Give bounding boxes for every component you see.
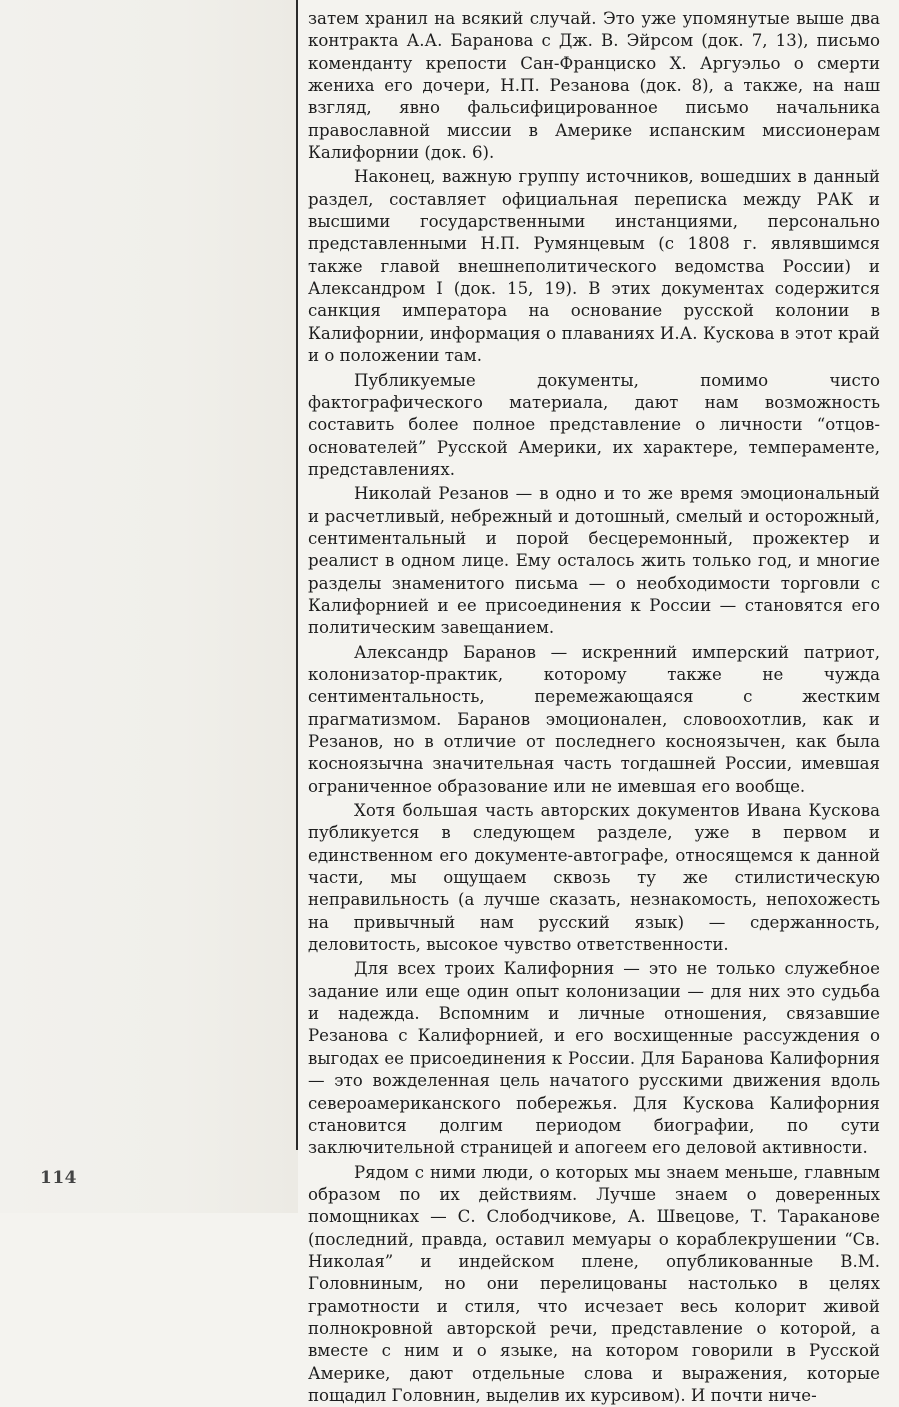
paragraph-8: Рядом с ними люди, о которых мы знаем меньше, главным образом по их действиям. Лучше знаем о доверенных помощниках — С. Слободчикове, А. Швецове, Т. Тараканове (последний, правда, оставил мемуары о кораблекрушении “Св. Николая” и индейском плене, опубликованные В.М. Головниным, но они перелицованы настолько в целях грамотности и стиля, что исчезает весь колорит живой полнокровной авторской речи, представление о которой, а вместе с ним и о языке, на котором говорили в Русской Америке, дают отдельные слова и выражения, которые пощадил Головнин, выделив их курсивом). И почти ниче-: [308, 1162, 880, 1405]
body-text-column: [308, 8, 880, 1407]
page-number: 114: [40, 1168, 77, 1188]
paragraph-7: Для всех троих Калифорния — это не только служебное задание или еще один опыт колонизации — для них это судьба и надежда. Вспомним и личные отношения, связавшие Резанова с Калифорнией, и его восхищенные рассуждения о выгодах ее присоединения к России. Для Баранова Калифорния — это вожделенная цель начатого русскими движения вдоль североамериканского побережья. Для Кускова Калифорния становится долгим периодом биографии, по сути заключительной страницей и апогеем его деловой активности.: [308, 959, 880, 1158]
paragraph-6: Хотя большая часть авторских документов Ивана Кускова публикуется в следующем разделе, уже в первом и единственном его документе-автографе, относящемся к данной части, мы ощущаем сквозь ту же стилистическую неправильность (а лучше сказать, незнакомость, непохожесть на привычный нам русский язык) — сдержанность, деловитость, высокое чувство ответственности.: [308, 801, 880, 955]
gutter-divider: [296, 0, 298, 1150]
left-margin-shade: [0, 0, 298, 1213]
paragraph-3: Публикуемые документы, помимо чисто фактографического материала, дают нам возможность составить более полное представление о личности “отцов-основателей” Русской Америки, их характере, темпераменте, представлениях.: [308, 370, 880, 479]
paragraph-1: затем хранил на всякий случай. Это уже упомянутые выше два контракта А.А. Баранова с Дж. В. Эйрсом (док. 7, 13), письмо коменданту крепости Сан-Франциско Х. Аргуэльо о смерти жениха его дочери, Н.П. Резанова (док. 8), а также, на наш взгляд, явно фальсифицированное письмо начальника православной миссии в Америке испанским миссионерам Калифорнии (док. 6).: [308, 9, 880, 163]
paragraph-5: Александр Баранов — искренний имперский патриот, колонизатор-практик, которому также не чужда сентиментальность, перемежающаяся с жестким прагматизмом. Баранов эмоционален, словоохотлив, как и Резанов, но в отличие от последнего косноязычен, как была косноязычна значительная часть тогдашней России, имевшая ограниченное образование или не имевшая его вообще.: [308, 642, 880, 796]
paragraph-4: Николай Резанов — в одно и то же время эмоциональный и расчетливый, небрежный и дотошный, смелый и осторожный, сентиментальный и порой бесцеремонный, прожектер и реалист в одном лице. Ему осталось жить только год, и многие разделы знаменитого письма — о необходимости торговли с Калифорнией и ее присоединения к России — становятся его политическим завещанием.: [308, 484, 880, 638]
paragraph-2: Наконец, важную группу источников, вошедших в данный раздел, составляет официальная переписка между РАК и высшими государственными инстанциями, персонально представленными Н.П. Румянцевым (с 1808 г. являвшимся также главой внешнеполитического ведомства России) и Александром I (док. 15, 19). В этих документах содержится санкция императора на основание русской колонии в Калифорнии, информация о плаваниях И.А. Кускова в этот край и о положении там.: [308, 167, 880, 366]
